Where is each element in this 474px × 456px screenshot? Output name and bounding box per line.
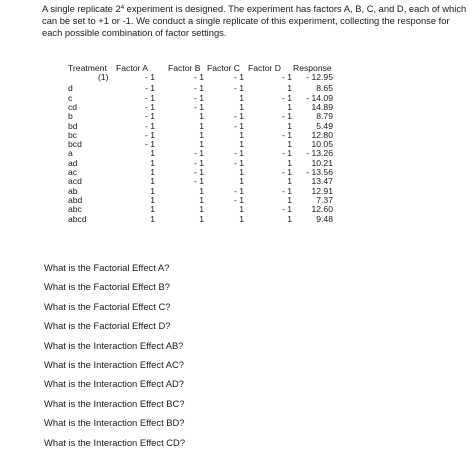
- cell-factor-a: - 1: [144, 92, 155, 103]
- cell-factor-c: - 1: [233, 185, 244, 196]
- cell-factor-a: - 1: [144, 72, 155, 82]
- cell-factor-d: 1: [287, 157, 292, 168]
- question-item: What is the Factorial Effect B?: [44, 281, 170, 293]
- question-item: What is the Interaction Effect BC?: [44, 397, 185, 409]
- cell-factor-d: 1: [287, 101, 292, 112]
- cell-factor-a: - 1: [144, 111, 155, 122]
- cell-factor-d: - 1: [281, 204, 292, 215]
- cell-factor-b: - 1: [193, 101, 204, 112]
- cell-factor-b: 1: [199, 194, 204, 205]
- cell-treatment: acd: [68, 176, 82, 187]
- header-factor-d: Factor D: [248, 63, 281, 73]
- cell-factor-d: - 1: [281, 167, 292, 177]
- cell-treatment: ac: [68, 167, 78, 177]
- cell-response: - 13.26: [306, 148, 333, 159]
- cell-factor-a: - 1: [144, 120, 155, 131]
- cell-factor-d: 1: [287, 139, 292, 150]
- cell-factor-c: - 1: [233, 72, 244, 82]
- cell-response: 9.48: [316, 213, 333, 224]
- cell-factor-b: 1: [199, 204, 204, 215]
- cell-factor-b: - 1: [193, 92, 204, 103]
- cell-response: - 13.56: [306, 167, 333, 177]
- cell-response: - 14.09: [306, 92, 333, 103]
- cell-response: - 12.95: [306, 72, 333, 82]
- intro-text-part2: experiment is designed. The experiment has factors A, B, C, and D, each of which can be set to +1 or -1. We conduct a single replicate of this experiment, collecting the response for each possible combination of factor settings.: [42, 3, 467, 38]
- question-item: What is the Interaction Effect CD?: [44, 436, 186, 448]
- question-item: What is the Factorial Effect A?: [44, 262, 170, 273]
- cell-factor-b: - 1: [193, 176, 204, 187]
- cell-factor-b: - 1: [193, 72, 204, 82]
- cell-treatment: (1): [98, 72, 109, 82]
- cell-factor-c: - 1: [233, 148, 244, 159]
- cell-response: 8.65: [316, 83, 333, 94]
- cell-factor-a: 1: [150, 176, 155, 187]
- cell-factor-a: 1: [150, 204, 155, 215]
- header-treatment: Treatment: [68, 63, 107, 73]
- header-factor-b: Factor B: [168, 63, 201, 73]
- cell-factor-c: - 1: [233, 157, 244, 168]
- cell-response: 13.47: [311, 176, 333, 187]
- cell-factor-c: 1: [239, 129, 244, 140]
- cell-treatment: bd: [68, 120, 78, 131]
- question-item: What is the Interaction Effect AB?: [44, 339, 184, 351]
- cell-factor-a: 1: [150, 213, 155, 224]
- cell-factor-d: - 1: [281, 92, 292, 103]
- cell-factor-b: 1: [199, 213, 204, 224]
- cell-treatment: bcd: [68, 139, 82, 150]
- cell-factor-c: 1: [239, 213, 244, 224]
- cell-factor-c: 1: [239, 176, 244, 187]
- cell-factor-b: - 1: [193, 148, 204, 159]
- cell-factor-b: - 1: [193, 157, 204, 168]
- cell-response: 8.79: [316, 111, 333, 122]
- cell-factor-a: 1: [150, 157, 155, 168]
- cell-response: 14.89: [311, 101, 333, 112]
- cell-factor-a: 1: [150, 167, 155, 177]
- cell-response: 10.05: [311, 139, 333, 150]
- cell-factor-b: 1: [199, 129, 204, 140]
- cell-response: 12.60: [311, 204, 333, 215]
- cell-factor-d: 1: [287, 83, 292, 94]
- cell-factor-b: 1: [199, 139, 204, 150]
- cell-factor-b: 1: [199, 120, 204, 131]
- cell-factor-d: 1: [287, 213, 292, 224]
- cell-factor-d: - 1: [281, 148, 292, 159]
- header-factor-c: Factor C: [207, 63, 240, 73]
- question-item: What is the Factorial Effect C?: [44, 300, 171, 312]
- cell-factor-a: - 1: [144, 101, 155, 112]
- cell-factor-b: 1: [199, 111, 204, 122]
- cell-factor-c: 1: [239, 204, 244, 215]
- question-list: [44, 262, 185, 456]
- cell-treatment: cd: [68, 101, 78, 112]
- cell-factor-b: - 1: [193, 83, 204, 94]
- question-item: What is the Interaction Effect AC?: [44, 358, 185, 370]
- question-item: What is the Interaction Effect BD?: [44, 417, 185, 429]
- cell-factor-d: 1: [287, 194, 292, 205]
- header-response: Response: [293, 63, 332, 73]
- cell-factor-a: 1: [150, 148, 155, 159]
- cell-factor-a: - 1: [144, 139, 155, 150]
- cell-factor-a: - 1: [144, 129, 155, 140]
- cell-factor-d: - 1: [281, 111, 292, 122]
- cell-factor-c: - 1: [233, 111, 244, 122]
- cell-response: 5.49: [316, 120, 333, 131]
- cell-factor-b: - 1: [193, 167, 204, 177]
- cell-response: 12.91: [311, 185, 333, 196]
- cell-treatment: ad: [68, 157, 78, 168]
- question-item: What is the Factorial Effect D?: [44, 320, 171, 332]
- cell-factor-c: - 1: [233, 194, 244, 205]
- question-item: What is the Interaction Effect AD?: [44, 378, 185, 390]
- cell-response: 12.80: [311, 129, 333, 140]
- cell-treatment: ab: [68, 185, 78, 196]
- cell-treatment: abd: [68, 194, 83, 205]
- cell-factor-b: 1: [199, 185, 204, 196]
- cell-treatment: bc: [68, 129, 78, 140]
- cell-treatment: d: [68, 83, 73, 94]
- cell-factor-d: 1: [287, 120, 292, 131]
- cell-treatment: c: [68, 92, 73, 103]
- intro-exponent: 4: [120, 5, 125, 11]
- cell-factor-c: 1: [239, 167, 244, 177]
- cell-factor-c: 1: [239, 101, 244, 112]
- cell-treatment: abc: [68, 204, 82, 215]
- cell-factor-c: 1: [239, 139, 244, 150]
- cell-response: 10.21: [311, 157, 333, 168]
- cell-factor-a: - 1: [144, 83, 155, 94]
- cell-factor-c: - 1: [233, 120, 244, 131]
- cell-factor-d: - 1: [281, 72, 292, 82]
- cell-factor-a: 1: [150, 185, 155, 196]
- intro-text-part1: A single replicate 2: [42, 3, 121, 14]
- cell-factor-c: - 1: [233, 83, 244, 94]
- cell-treatment: abcd: [68, 213, 87, 224]
- cell-treatment: b: [68, 111, 73, 122]
- cell-factor-a: 1: [150, 194, 155, 205]
- cell-response: 7.37: [316, 194, 333, 205]
- cell-factor-d: 1: [287, 176, 292, 187]
- cell-factor-c: 1: [239, 92, 244, 103]
- cell-factor-d: - 1: [281, 129, 292, 140]
- cell-factor-d: - 1: [281, 185, 292, 196]
- cell-treatment: a: [68, 148, 73, 159]
- header-factor-a: Factor A: [116, 63, 148, 73]
